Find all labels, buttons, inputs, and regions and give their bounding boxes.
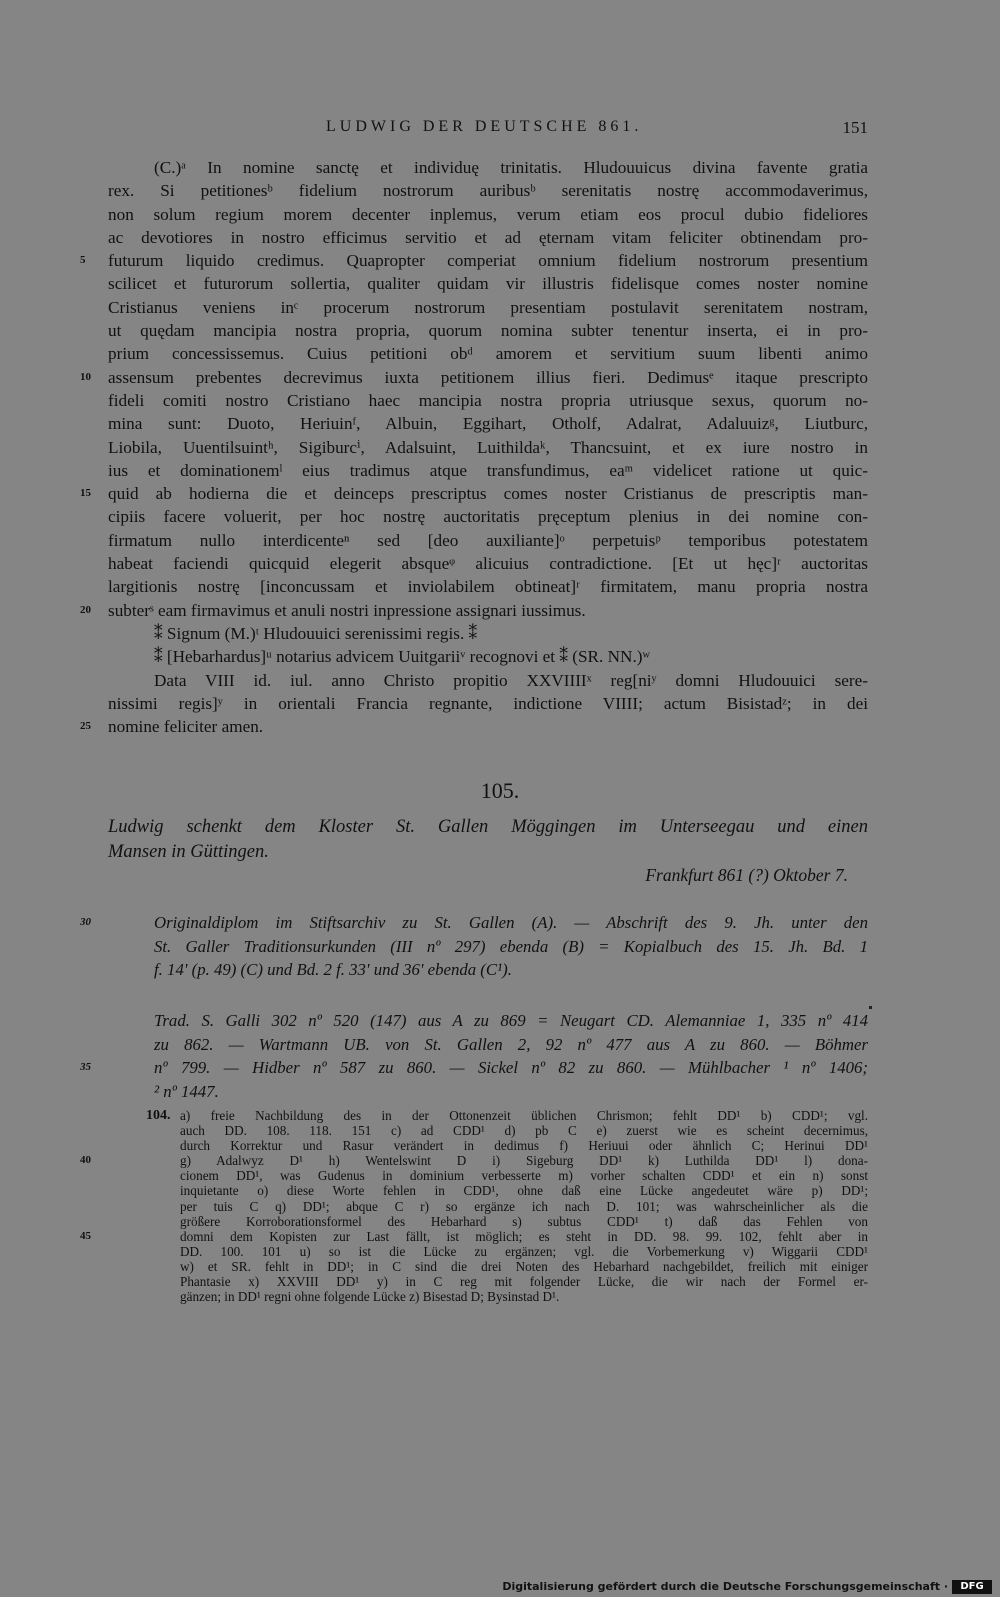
line-text: ² nº 1447. [154,1081,219,1101]
line-text: g) Adalwyz D¹ h) Wentelswint D i) Sigeburg DD¹ k) Luthilda DD¹ l) dona- [180,1153,868,1169]
line-number: 30 [80,916,91,928]
line-text: ⁑ [Hebarhardus]ᵘ notarius advicem Uuitgariiᵛ recognovi et ⁑ (SR. NN.)ʷ [154,647,650,667]
text-line [108,505,868,528]
running-header [108,118,868,142]
text-line [80,1056,868,1080]
line-text: prium concessissemus. Cuius petitioni obᵈ amorem et servitium suum libenti animo [108,344,868,364]
line-text: non solum regium morem decenter inplemus, verum etiam eos procul dubio fideliores [108,204,868,224]
text-line [108,319,868,342]
text-line [108,1080,868,1104]
text-line [108,645,868,668]
charter-text [80,156,868,738]
line-number: 35 [80,1061,91,1073]
text-line [80,715,868,738]
line-text: nº 799. — Hidber nº 587 zu 860. — Sickel nº 82 zu 860. — Mühlbacher ¹ nº 1406; [154,1058,868,1077]
line-number: 20 [80,603,91,616]
text-line [108,389,868,412]
line-text: zu 862. — Wartmann UB. von St. Gallen 2, 92 nº 477 aus A zu 860. — Böhmer [154,1034,868,1054]
editions-note [80,1009,868,1103]
text-line [108,1259,868,1274]
text-line [108,692,868,715]
text-line [108,1199,868,1214]
line-text: fideli comiti nostro Cristiano haec mancipia nostra propria utriusque sexus, quorum no- [108,390,868,410]
line-number: 15 [80,487,91,500]
line-text: St. Galler Traditionsurkunden (III nº 297) ebenda (B) = Kopialbuch des 15. Jh. Bd. 1 [154,936,868,956]
text-line [108,179,868,202]
text-line [108,1168,868,1183]
line-text: Originaldiplom im Stiftsarchiv zu St. Gallen (A). — Abschrift des 9. Jh. unter den [154,913,868,932]
line-text: cipiis facere voluerit, per hoc nostrę auctoritatis pręceptum plenius in dei nomine con- [108,507,868,527]
line-text: mina sunt: Duoto, Heriuinᶠ, Albuin, Eggihart, Otholf, Adalrat, Adaluuizᵍ, Liutburc, [108,414,868,434]
text-line [108,1244,868,1259]
text-line [108,529,868,552]
text-line [80,911,868,935]
text-line [108,272,868,295]
line-text: Cristianus veniens inᶜ procerum nostrorum presentiam postulavit serenitatem nostram, [108,297,868,317]
line-text: rex. Si petitionesᵇ fidelium nostrorum auribusᵇ serenitatis nostrę accommodaverimus, [108,181,868,201]
text-line [108,1289,868,1304]
text-line [108,1033,868,1057]
line-text: DD. 100. 101 u) so ist die Lücke zu ergänzen; vgl. die Vorbemerkung v) Wiggarii CDD¹ [180,1243,868,1259]
text-line [108,935,868,959]
line-text: w) et SR. fehlt in DD¹; in C sind die drei Noten des Hebarhard nachgebildet, freilich mit einiger [180,1258,868,1274]
line-text: assensum prebentes decrevimus iuxta petitionem illius fieri. Dedimusᵉ itaque prescripto [108,367,868,387]
text-line [108,575,868,598]
line-number: 25 [80,720,91,733]
line-text: Phantasie x) XXVIII DD¹ y) in C reg mit folgender Lücke, die wir nach der Formel er- [180,1274,868,1290]
line-text: ⁑ Signum (M.)ᵗ Hludouuici serenissimi regis. ⁑ [154,623,478,643]
line-text: per tuis C q) DD¹; abque C r) so ergänze ich nach D. 101; was wahrscheinlicher als die [180,1198,868,1214]
line-number: 40 [80,1154,91,1167]
line-text: cionem DD¹, was Gudenus in dominium verbesserte m) vorher schalten CDD¹ et ein n) sonst [180,1168,868,1184]
text-line [108,412,868,435]
text-line [108,669,868,692]
text-line [108,342,868,365]
line-text: Liobila, Uuentilsuintʰ, Sigiburcⁱ, Adalsuint, Luithildaᵏ, Thancsuint, et ex iure nostro in [108,437,868,457]
line-text: futurum liquido credimus. Quapropter comperiat omnium fidelium nostrorum presentium [108,251,868,271]
text-line [108,226,868,249]
regest [108,815,868,865]
line-text: f. 14' (p. 49) (C) und Bd. 2 f. 33' und 36' ebenda (C¹). [154,960,512,979]
line-text: ac devotiores in nostro efficimus servitio et ad ęternam vitam feliciter obtinendam pro- [108,227,868,247]
line-text: gänzen; in DD¹ regni ohne folgende Lücke z) Bisestad D; Bysinstad D¹. [180,1289,560,1305]
regest-line-1: Ludwig schenkt dem Kloster St. Gallen Möggingen im Unterseegau und einen [108,817,868,837]
line-text: inquietante o) diese Worte fehlen in CDD¹, ohne daß eine Lücke angedeutet wäre p) DD¹; [180,1183,868,1199]
text-line [108,459,868,482]
text-line [108,552,868,575]
text-line [108,436,868,459]
text-line [80,249,868,272]
line-text: Trad. S. Galli 302 nº 520 (147) aus A zu 869 = Neugart CD. Alemanniae 1, 335 nº 414 [154,1011,868,1030]
stray-mark [869,1006,872,1009]
dfg-logo: DFG [952,1580,992,1594]
text-line [108,1123,868,1138]
line-text: scilicet et futurorum sollertia, qualiter quidam vir illustris fidelisque comes noster nomine [108,274,868,294]
line-number: 10 [80,370,91,383]
text-line [108,1183,868,1198]
line-text: größere Korroborationsformel des Hebarhard s) subtus CDD¹ t) daß das Fehlen von [180,1213,868,1229]
line-text: habeat faciendi quicquid elegerit absqueᵠ alicuius contradictione. [Et ut hęc]ʳ auctoritas [108,554,868,574]
line-text: (C.)ᵃ In nomine sanctę et individuę trinitatis. Hludouuicus divina favente gratia [154,158,868,177]
notes-number: 104. [146,1108,171,1123]
line-text: auch DD. 108. 118. 151 c) ad CDD¹ d) pb C e) zuerst wie es scheint decernimus, [180,1123,868,1139]
text-line [108,296,868,319]
line-text: a) freie Nachbildung des in der Ottonenzeit üblichen Chrismon; fehlt DD¹ b) CDD¹; vgl. [180,1108,868,1123]
footnotes [80,1108,868,1305]
line-number: 45 [80,1229,91,1242]
text-line [108,203,868,226]
text-line [80,1228,868,1244]
line-text: nissimi regis]ʸ in orientali Francia regnante, indictione VIIII; actum Bisistadᶻ; in dei [108,693,868,713]
text-line [80,482,868,505]
tradition-note [80,911,868,982]
place-date: Frankfurt 861 (?) Oktober 7. [645,865,848,885]
line-text: ut quędam mancipia nostra propria, quorum nomina subter tenentur inserta, ei in pro- [108,321,868,341]
line-text: durch Korrektur und Rasur verändert in dedimus f) Heriuui oder ähnlich C; Herinui DD¹ [180,1138,868,1154]
page-number: 151 [842,118,868,137]
text-line [80,1153,868,1169]
line-text: Data VIII id. iul. anno Christo propitio XXVIIIIˣ reg[niʸ domni Hludouuici sere- [154,670,868,690]
running-title: LUDWIG DER DEUTSCHE 861. [326,118,643,135]
text-line [108,1108,868,1123]
text-line [108,1009,868,1033]
line-text: ius et dominationemˡ eius tradimus atque transfundimus, eaᵐ videlicet ratione ut quic- [108,460,868,480]
line-text: firmatum nullo interdicenteⁿ sed [deo auxiliante]ᵒ perpetuisᵖ temporibus potestatem [108,530,868,550]
line-text: quid ab hodierna die et deinceps prescriptus comes noster Cristianus de prescriptis man- [108,484,868,504]
text-line [108,622,868,645]
text-line [108,156,868,179]
line-text: nomine feliciter amen. [108,717,264,737]
text-line [80,599,868,622]
document-number: 105. [480,778,520,803]
text-line [108,1138,868,1153]
line-text: domni dem Kopisten zur Last fällt, ist möglich; es steht in DD. 98. 99. 102, fehlt aber in [180,1228,868,1244]
text-line [108,1214,868,1229]
line-number: 5 [80,254,86,267]
line-text: subterˢ eam firmavimus et anuli nostri inpressione assignari iussimus. [108,600,586,620]
regest-line-2: Mansen in Güttingen. [108,842,269,862]
text-line [108,958,868,982]
text-line [80,366,868,389]
funding-credit: Digitalisierung gefördert durch die Deutsche Forschungsgemeinschaft · [502,1580,948,1593]
line-text: largitionis nostrę [inconcussam et inviolabilem obtineat]ʳ firmitatem, manu propria nostra [108,577,868,597]
text-line [108,1274,868,1289]
